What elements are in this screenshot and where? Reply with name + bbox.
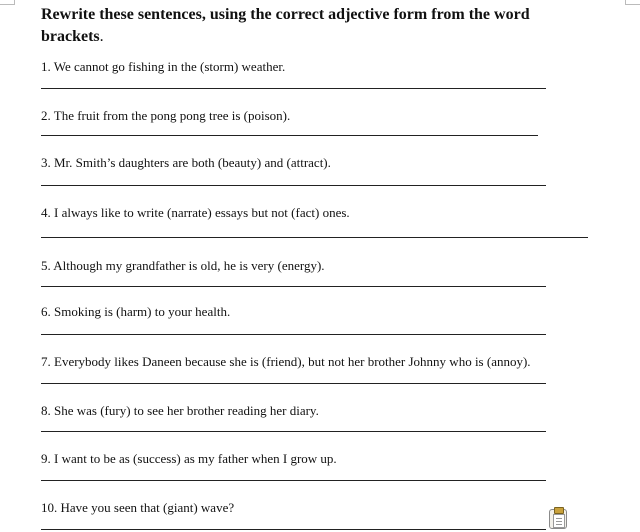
question-5: 5. Although my grandfather is old, he is very (energy). (41, 258, 325, 273)
answer-line-7 (41, 383, 546, 384)
answer-line-6 (41, 334, 546, 335)
answer-line-5 (41, 286, 546, 287)
answer-line-3 (41, 185, 546, 186)
question-6: 6. Smoking is (harm) to your health. (41, 304, 231, 319)
instructions-period: . (99, 28, 104, 45)
instructions-heading (41, 4, 561, 48)
answer-line-9 (41, 480, 546, 481)
question-8: 8. She was (fury) to see her brother reading her diary. (41, 403, 319, 418)
question-7: 7. Everybody likes Daneen because she is (friend), but not her brother Johnny who is (annoy). (41, 354, 531, 369)
answer-line-2 (41, 135, 538, 136)
question-10: 10. Have you seen that (giant) wave? (41, 500, 235, 515)
question-1: 1. We cannot go fishing in the (storm) weather. (41, 59, 286, 74)
answer-line-10 (41, 529, 546, 530)
clipboard-icon[interactable] (549, 509, 567, 529)
question-2: 2. The fruit from the pong pong tree is (poison). (41, 108, 291, 123)
answer-line-1 (41, 88, 546, 89)
window-corner-left (0, 0, 15, 5)
question-4: 4. I always like to write (narrate) essays but not (fact) ones. (41, 205, 350, 220)
window-corner-right (625, 0, 640, 5)
instructions-text: Rewrite these sentences, using the correct adjective form from the word brackets (41, 6, 530, 45)
answer-line-4 (41, 237, 588, 238)
question-9: 9. I want to be as (success) as my father when I grow up. (41, 451, 337, 466)
question-3: 3. Mr. Smith’s daughters are both (beauty) and (attract). (41, 155, 331, 170)
answer-line-8 (41, 431, 546, 432)
